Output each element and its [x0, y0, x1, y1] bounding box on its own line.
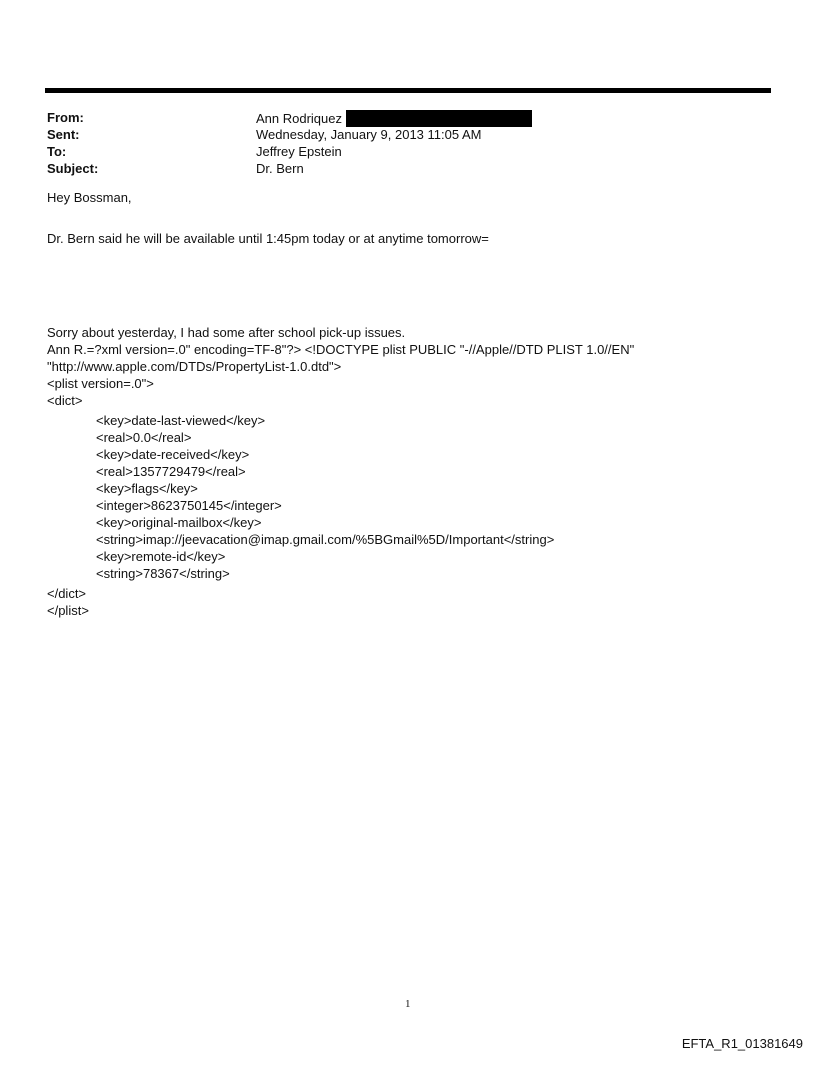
- redaction-box: [346, 110, 532, 127]
- dict-line: <real>0.0</real>: [96, 430, 192, 445]
- body-line: <plist version=.0">: [47, 376, 154, 391]
- sender-name: Ann Rodriquez: [256, 111, 342, 126]
- from-label: From:: [47, 110, 84, 125]
- to-label: To:: [47, 144, 67, 159]
- greeting: Hey Bossman,: [47, 190, 132, 205]
- dict-line: <string>78367</string>: [96, 566, 230, 581]
- dict-line: <key>flags</key>: [96, 481, 198, 496]
- body-line: </dict>: [47, 586, 87, 601]
- to-value: Jeffrey Epstein: [256, 144, 342, 159]
- dict-line: <string>imap://jeevacation@imap.gmail.com/%5BGmail%5D/Important</string>: [96, 532, 555, 547]
- dict-line: <integer>8623750145</integer>: [96, 498, 282, 513]
- subject-label: Subject:: [47, 161, 99, 176]
- dict-line: <key>date-last-viewed</key>: [96, 413, 266, 428]
- sent-label: Sent:: [47, 127, 80, 142]
- sent-value: Wednesday, January 9, 2013 11:05 AM: [256, 127, 482, 142]
- body-line: Dr. Bern said he will be available until 1:45pm today or at anytime tomorrow=: [47, 231, 489, 246]
- body-line: Sorry about yesterday, I had some after school pick-up issues.: [47, 325, 406, 340]
- body-line: <dict>: [47, 393, 83, 408]
- dict-line: <real>1357729479</real>: [96, 464, 246, 479]
- dict-line: <key>remote-id</key>: [96, 549, 226, 564]
- dict-line: <key>date-received</key>: [96, 447, 250, 462]
- body-line: Ann R.=?xml version=.0" encoding=TF-8"?> <!DOCTYPE plist PUBLIC "-//Apple//DTD PLIST 1.0//EN": [47, 342, 635, 357]
- dict-line: <key>original-mailbox</key>: [96, 515, 262, 530]
- subject-value: Dr. Bern: [256, 161, 304, 176]
- body-line: </plist>: [47, 603, 89, 618]
- from-value: [256, 110, 532, 127]
- page-number: 1: [405, 998, 411, 1010]
- footer-document-id: EFTA_R1_01381649: [681, 1036, 803, 1051]
- header-rule: [45, 88, 771, 93]
- body-line: "http://www.apple.com/DTDs/PropertyList-1.0.dtd">: [47, 359, 342, 374]
